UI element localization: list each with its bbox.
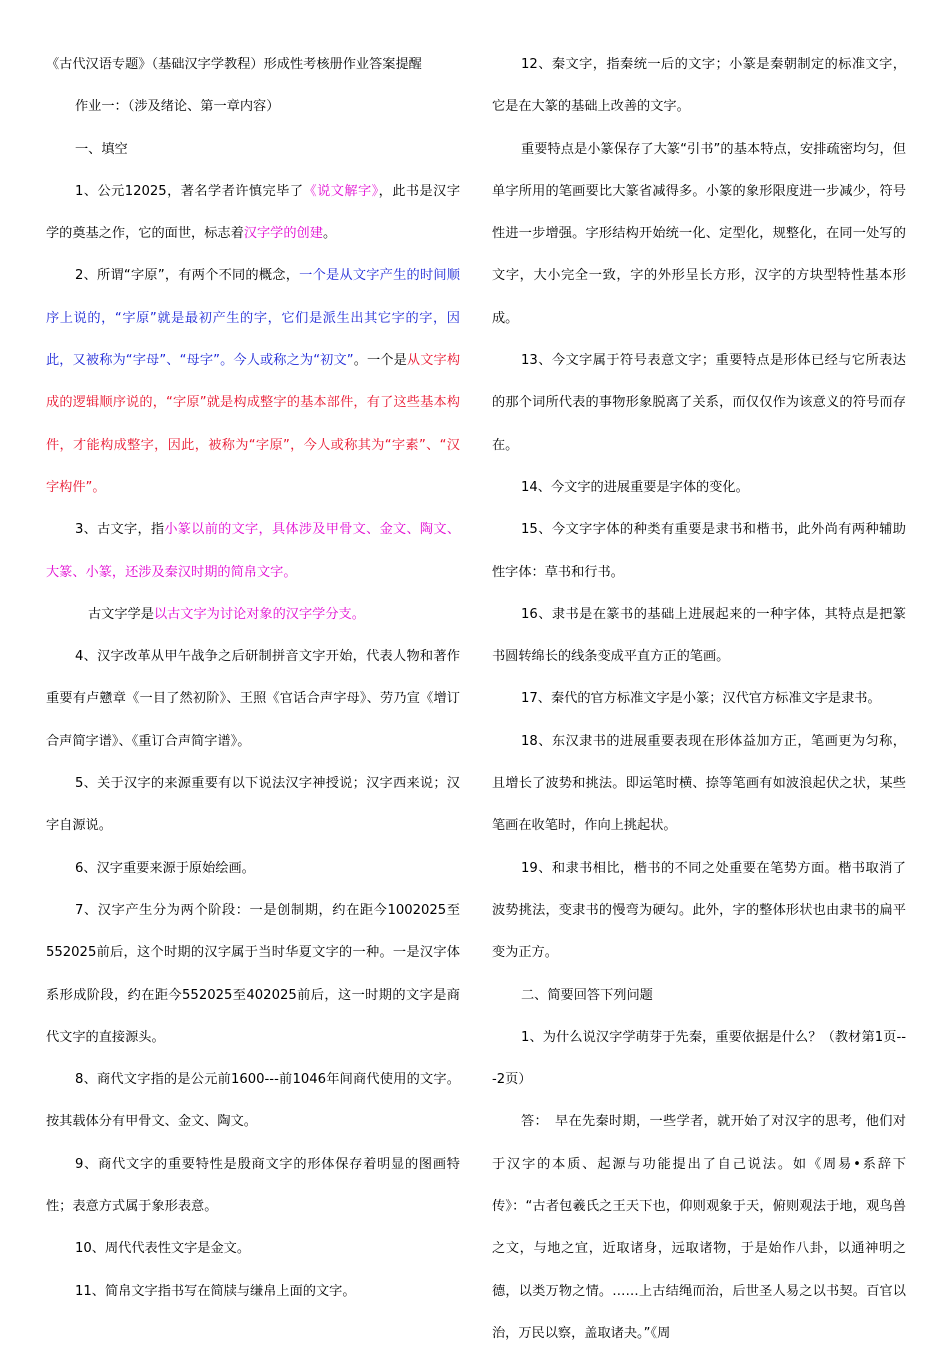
answer-time-order: 一个是从文字产生的时间顺序上说的，“字原”就是最初产生的字，它们是派生出其它字的字，因此，又被称为“字母”、“母字”。今人或称之为“初文” — [46, 268, 460, 369]
answer-founding: 汉字学的创建 — [243, 226, 323, 242]
answer-shuowen-jiezi: 《说文解字》 — [303, 183, 379, 199]
question-14: 14、今文字的进展重要是字体的变化。 — [521, 479, 749, 495]
question-12: 12、秦文字，指秦统一后的文字；小篆是秦朝制定的标准文字，它是在大篆的基础上改善的文字。 — [492, 57, 906, 115]
question-6: 6、汉字重要来源于原始绘画。 — [75, 860, 255, 876]
question-1-text-e: 。 — [322, 226, 337, 242]
document-title: 《古代汉语专题》（基础汉字学教程）形成性考核册作业答案提醒 — [46, 57, 422, 72]
question-3b-text-a: 古文字学是 — [88, 606, 154, 622]
question-3-paleography — [46, 594, 460, 636]
question-2-text-a: 2、所谓“字原”，有两个不同的概念， — [75, 268, 300, 284]
short-answer-1-answer: 答： 早在先秦时期，一些学者，就开始了对汉字的思考，他们对于汉字的本质、起源与功能提出了自己说法。如《周易•系辞下传》：“古者包羲氏之王天下也，仰则观象于天，俯则观法于地，观鸟兽之文，与地之宜，近取诸身，远取诸物，于是始作八卦，以通神明之德，以类万物之情。……上古结绳而治，后世圣人易之以书契。百官以治，万民以察，盖取诸夬。”《周 — [492, 1114, 906, 1341]
left-column — [46, 44, 460, 1313]
question-5: 5、关于汉字的来源重要有以下说法汉字神授说；汉字西来说；汉字自源说。 — [46, 776, 460, 834]
question-3 — [46, 509, 460, 594]
question-11: 11、简帛文字指书写在简牍与缣帛上面的文字。 — [75, 1283, 356, 1299]
question-1-text-a: 1、公元12025，著名学者许慎完毕了 — [75, 183, 304, 199]
question-13: 13、今文字属于符号表意文字；重要特点是形体已经与它所表达的那个词所代表的事物形象脱离了关系，而仅仅作为该意义的符号而存在。 — [492, 353, 906, 453]
question-1-text-c: ，此书是汉字学的奠基之作，它的面世，标志着 — [46, 183, 461, 242]
right-column — [492, 44, 906, 1355]
question-16: 16、隶书是在篆书的基础上进展起来的一种字体，其特点是把篆书圆转绵长的线条变成平直方正的笔画。 — [492, 606, 906, 665]
question-9: 9、商代文字的重要特性是殷商文字的形体保存着明显的图画特性；表意方式属于象形表意。 — [46, 1156, 460, 1215]
assignment-heading: 作业一：（涉及绪论、第一章内容） — [75, 99, 280, 115]
question-10: 10、周代代表性文字是金文。 — [75, 1241, 251, 1257]
answer-logic-order: 从文字构成的逻辑顺序说的，“字原”就是构成整字的基本部件，有了这些基本构件，才能构成整字，因此，被称为“字原”，今人或称其为“字素”、“汉字构件”。 — [46, 353, 461, 495]
question-12-features: 重要特点是小篆保存了大篆“引书”的基本特点，安排疏密均匀，但单字所用的笔画要比大篆省减得多。小篆的象形限度进一步减少，符号性进一步增强。字形结构开始统一化、定型化，规整化，在同一处写的文字，大小完全一致，字的外形呈长方形，汉字的方块型特性基本形成。 — [492, 141, 906, 326]
question-7: 7、汉字产生分为两个阶段：一是创制期，约在距今1002025至552025前后，这个时期的汉字属于当时华夏文字的一种。一是汉字体系形成阶段，约在距今552025至402025前后，这一时期的文字是商代文字的直接源头。 — [46, 902, 460, 1045]
question-2-text-c: 。一个是 — [353, 353, 407, 369]
question-3-text-a: 3、古文字，指 — [75, 522, 165, 538]
question-2 — [46, 255, 460, 509]
question-17: 17、秦代的官方标准文字是小篆；汉代官方标准文字是隶书。 — [521, 691, 881, 707]
question-1 — [46, 171, 460, 256]
question-15: 15、今文字字体的种类有重要是隶书和楷书，此外尚有两种辅助性字体：草书和行书。 — [492, 522, 906, 580]
question-19: 19、和隶书相比，楷书的不同之处重要在笔势方面。楷书取消了波势挑法，变隶书的慢弯为硬勾。此外，字的整体形状也由隶书的扁平变为正方。 — [492, 860, 906, 961]
question-8: 8、商代文字指的是公元前1600---前1046年间商代使用的文字。按其载体分有甲骨文、金文、陶文。 — [46, 1072, 460, 1130]
question-4: 4、汉字改革从甲午战争之后研制拼音文字开始，代表人物和著作重要有卢戆章《一目了然初阶》、王照《官话合声字母》、劳乃宣《增订合声简字谱》、《重订合声简字谱》。 — [46, 649, 460, 749]
answer-ancient-script: 小篆以前的文字，具体涉及甲骨文、金文、陶文、大篆、小篆，还涉及秦汉时期的简帛文字。 — [46, 522, 461, 580]
question-18: 18、东汉隶书的进展重要表现在形体益加方正，笔画更为匀称，且增长了波势和挑法。即运笔时横、捺等笔画有如波浪起伏之状，某些笔画在收笔时，作向上挑起状。 — [492, 733, 906, 834]
section-heading-fill-blanks: 一、填空 — [75, 141, 128, 157]
short-answer-question-1: 1、为什么说汉字学萌芽于先秦，重要依据是什么？（教材第1页---2页） — [492, 1029, 906, 1088]
answer-paleography: 以古文字为讨论对象的汉字学分支。 — [153, 606, 365, 622]
section-heading-short-answer: 二、简要回答下列问题 — [521, 987, 653, 1003]
